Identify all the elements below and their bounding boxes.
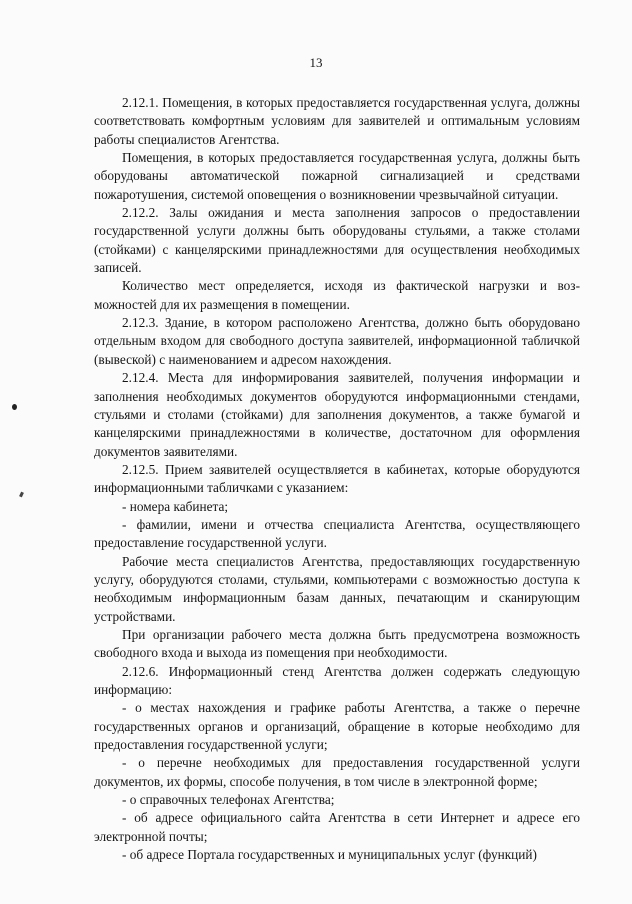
paragraph-2-12-4: 2.12.4. Места для информирования заявителей, получения информации и заполнения необходимых документов оборудуются информационными стендами, стульями и столами (стойками) для заполнения документов, а также бумагой и канцелярскими принадлежностями в количестве, достаточном для оформления документов заявителями. [94,370,580,459]
list-item-room-number: - номера кабинета; [122,498,229,514]
paragraph-2-12-2: 2.12.2. Залы ожидания и места заполнения запросов о предоставлении государственной услуги должны быть оборудованы стульями, а также столами (стойками) с канцелярскими принадлежностями для осуществления необходимых записей. [94,205,580,276]
list-item-specialist-name: - фамилии, имени и отчества специалиста Агентства, осуществляющего предоставление государственной услуги. [94,516,580,551]
page-number: 13 [309,55,323,70]
paragraph-workplaces: Рабочие места специалистов Агентства, предоставляющих государственную услугу, оборудуются столами, стульями, компьютерами с возможностью доступа к необходимым информационным базам данных, печатающим и сканирующим устройствами. [94,553,580,624]
scan-artifact-dot [12,404,17,410]
paragraph-2-12-1: 2.12.1. Помещения, в которых предоставляется государственная услуга, должны соответствовать комфортным условиям для заявителей и оптимальным условиям работы специалистов Агентства. [94,95,580,147]
paragraph-2-12-6: 2.12.6. Информационный стенд Агентства должен содержать следующую информацию: [94,663,580,697]
paragraph-seat-count: Количество мест определяется, исходя из фактической нагрузки и возможностей для их размещения в помещении. [94,278,580,312]
scan-artifact-dash [19,492,24,498]
list-item-documents: - о перечне необходимых для предоставления государственной услуги документов, их формы, способе получения, в том числе в электронной форме; [94,755,580,789]
paragraph-fire-safety: Помещения, в которых предоставляется государственная услуга, должны быть оборудованы автоматической пожарной сигнализацией и средствами пожаротушения, системой оповещения о возникновении чрезвычайной ситуации. [94,150,580,202]
document-body [94,94,580,864]
list-item-location-schedule: - о местах нахождения и графике работы Агентства, а также о перечне государственных органов и организаций, обращение в которые необходимо для предоставления государственной услуги; [94,700,580,753]
paragraph-workplace-access: При организации рабочего места должна быть предусмотрена возможность свободного входа и выхода из помещения при необходимости. [94,626,580,661]
paragraph-2-12-3: 2.12.3. Здание, в котором расположено Агентства, должно быть оборудовано отдельным входом для свободного доступа заявителей, информационной табличкой (вывеской) с наименованием и адресом нахождения. [94,315,580,367]
paragraph-2-12-5: 2.12.5. Прием заявителей осуществляется в кабинетах, которые оборудуются информационными табличками с указанием: [94,461,580,496]
list-item-website: - об адресе официального сайта Агентства в сети Интернет и адресе его электронной почты; [94,810,580,844]
list-item-phones: - о справочных телефонах Агентства; [122,792,335,808]
list-item-portal: - об адресе Портала государственных и муниципальных услуг (функций) [122,847,537,863]
